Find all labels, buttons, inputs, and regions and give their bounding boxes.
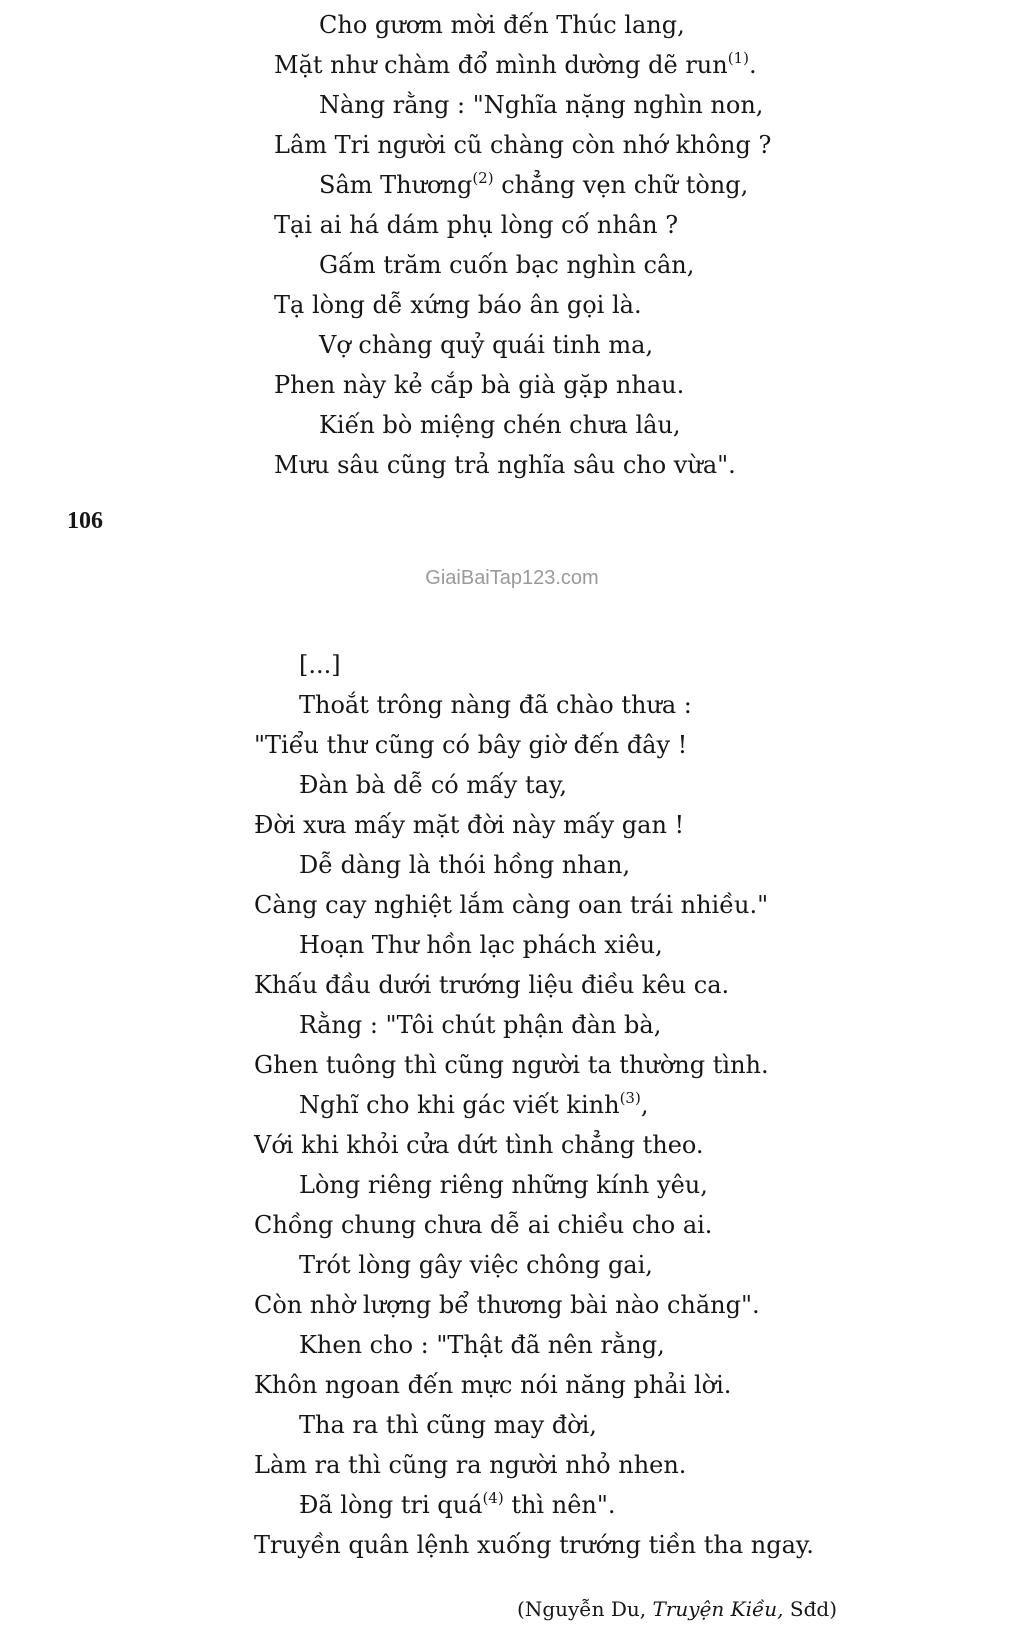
verse-line: Chồng chung chưa dễ ai chiều cho ai.: [254, 1211, 713, 1239]
footnote-mark: (1): [727, 49, 749, 67]
source-ref: Sđd): [783, 1597, 837, 1621]
ellipsis-marker: [...]: [299, 651, 341, 679]
verse-punctuation: ,: [640, 1091, 649, 1119]
verse-line: [254, 1085, 814, 1125]
verse-line: "Tiểu thư cũng có bây giờ đến đây !: [254, 731, 688, 759]
verse-line: Hoạn Thư hồn lạc phách xiêu,: [299, 931, 663, 959]
verse-line: Thoắt trông nàng đã chào thưa :: [299, 691, 692, 719]
verse-line: Vợ chàng quỷ quái tinh ma,: [319, 331, 654, 359]
verse-line: Tha ra thì cũng may đời,: [299, 1411, 597, 1439]
verse-line: Ghen tuông thì cũng người ta thường tình.: [254, 1051, 769, 1079]
verse-text: Sâm Thương: [319, 171, 473, 199]
verse-line: Với khi khỏi cửa dứt tình chẳng theo.: [254, 1131, 704, 1159]
verse-text: Nghĩ cho khi gác viết kinh: [299, 1091, 620, 1119]
verse-line: Tại ai há dám phụ lòng cố nhân ?: [274, 211, 679, 239]
footnote-mark: (2): [472, 169, 494, 187]
verse-punctuation: .: [748, 51, 757, 79]
verse-line: Rằng : "Tôi chút phận đàn bà,: [299, 1011, 662, 1039]
verse-line: [274, 165, 771, 205]
source-title: Truyện Kiều,: [652, 1597, 784, 1621]
poem-section-2: [254, 645, 814, 1565]
verse-line: Nàng rằng : "Nghĩa nặng nghìn non,: [319, 91, 764, 119]
verse-line: Mưu sâu cũng trả nghĩa sâu cho vừa".: [274, 451, 736, 479]
verse-line: Dễ dàng là thói hồng nhan,: [299, 851, 631, 879]
source-citation: [517, 1597, 837, 1621]
verse-text: chẳng vẹn chữ tòng,: [501, 171, 749, 199]
footnote-mark: (4): [482, 1489, 504, 1507]
verse-line: Càng cay nghiệt lắm càng oan trái nhiều.": [254, 891, 769, 919]
verse-line: [274, 45, 771, 85]
source-author: (Nguyễn Du,: [517, 1597, 653, 1621]
verse-line: Khen cho : "Thật đã nên rằng,: [299, 1331, 665, 1359]
verse-line: Cho gươm mời đến Thúc lang,: [319, 11, 685, 39]
verse-line: [254, 1485, 814, 1525]
verse-line: Khấu đầu dưới trướng liệu điều kêu ca.: [254, 971, 730, 999]
verse-text: Mặt như chàm đổ mình dường dẽ run: [274, 51, 728, 79]
verse-line: Phen này kẻ cắp bà già gặp nhau.: [274, 371, 685, 399]
verse-line: Trót lòng gây việc chông gai,: [299, 1251, 653, 1279]
verse-line: Kiến bò miệng chén chưa lâu,: [319, 411, 681, 439]
verse-line: Lâm Tri người cũ chàng còn nhớ không ?: [274, 131, 772, 159]
verse-line: Khôn ngoan đến mực nói năng phải lời.: [254, 1371, 732, 1399]
verse-line: Đời xưa mấy mặt đời này mấy gan !: [254, 811, 685, 839]
verse-text: thì nên".: [511, 1491, 616, 1519]
footnote-mark: (3): [619, 1089, 641, 1107]
watermark: GiaiBaiTap123.com: [425, 567, 599, 589]
poem-section-1: [274, 5, 771, 485]
verse-line: Còn nhờ lượng bể thương bài nào chăng".: [254, 1291, 760, 1319]
verse-text: Đã lòng tri quá: [299, 1491, 483, 1519]
page-number: 106: [67, 508, 103, 534]
verse-line: Truyền quân lệnh xuống trướng tiền tha ngay.: [254, 1531, 814, 1559]
verse-line: Tạ lòng dễ xứng báo ân gọi là.: [274, 291, 642, 319]
verse-line: Làm ra thì cũng ra người nhỏ nhen.: [254, 1451, 687, 1479]
verse-line: Đàn bà dễ có mấy tay,: [299, 771, 567, 799]
verse-line: Lòng riêng riêng những kính yêu,: [299, 1171, 708, 1199]
verse-line: Gấm trăm cuốn bạc nghìn cân,: [319, 251, 695, 279]
